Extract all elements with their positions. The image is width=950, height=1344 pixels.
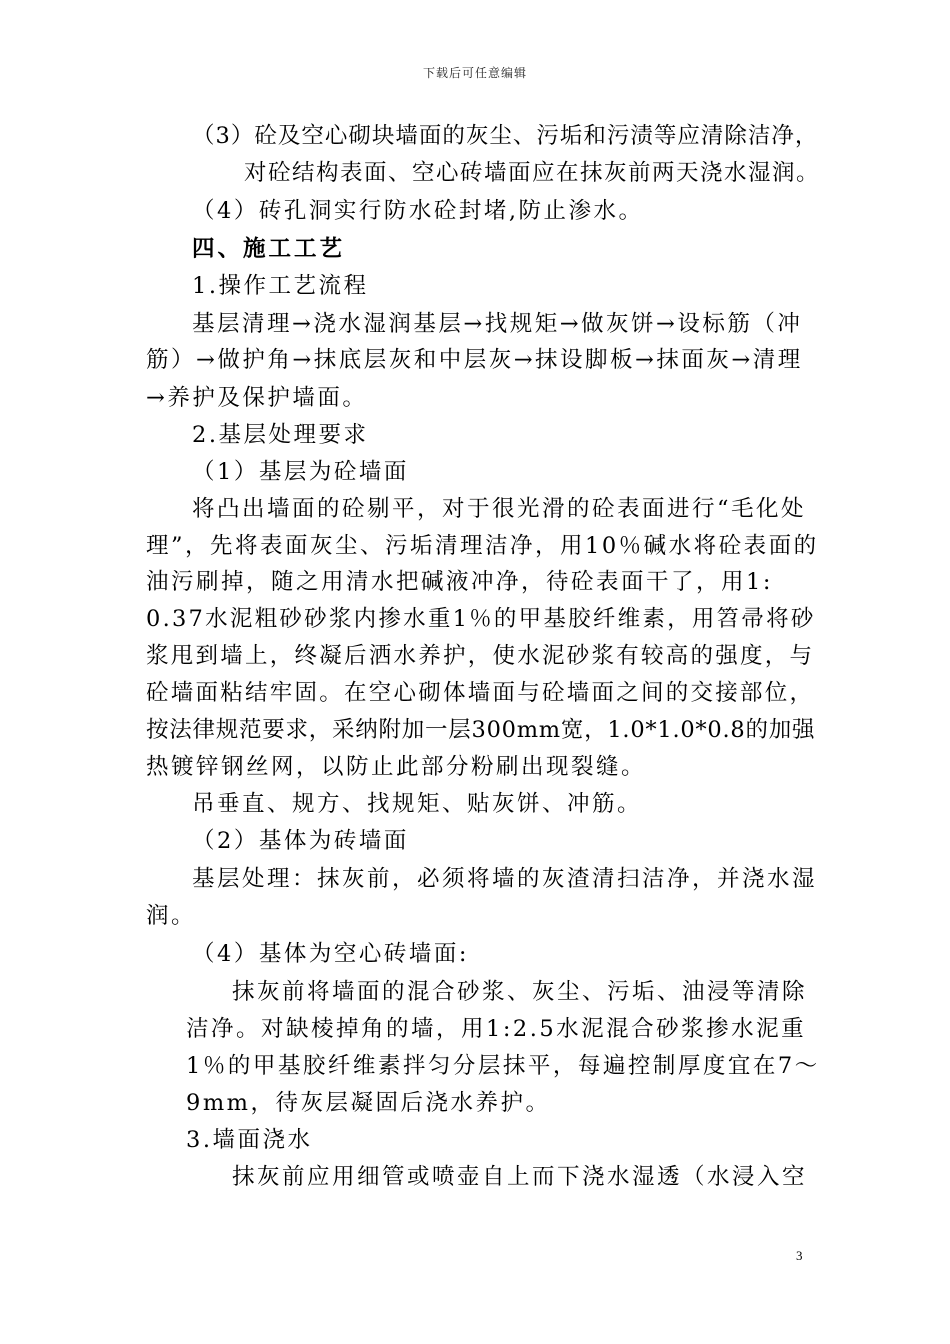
text-line: 1％的甲基胶纤维素拌匀分层抹平，每遍控制厚度宜在7～ [186, 1053, 820, 1079]
text-line: （4）基体为空心砖墙面: [192, 941, 469, 967]
text-line: 润。 [146, 903, 197, 929]
subheading: 2.基层处理要求 [192, 422, 369, 448]
section-heading: 四、施工工艺 [192, 236, 346, 262]
text-line: 洁净。对缺棱掉角的墙，用1:2.5水泥混合砂浆掺水泥重 [186, 1016, 807, 1042]
text-line: 筋）→做护角→抹底层灰和中层灰→抹设脚板→抹面灰→清理 [146, 347, 803, 373]
text-line: 热镀锌钢丝网，以防止此部分粉刷出现裂缝。 [146, 754, 647, 780]
text-line: 抹灰前将墙面的混合砂浆、灰尘、污垢、油浸等清除 [232, 979, 808, 1005]
text-line: 吊垂直、规方、找规矩、贴灰饼、冲筋。 [192, 791, 643, 817]
text-line: 基层处理：抹灰前，必须将墙的灰渣清扫洁净，并浇水湿 [192, 866, 818, 892]
page-header: 下载后可任意编辑 [422, 66, 527, 80]
text-line: 油污刷掉，随之用清水把碱液冲净，待砼表面干了，用1: [146, 569, 773, 595]
text-line: 0.37水泥粗砂砂浆内掺水重1％的甲基胶纤维素，用笤帚将砂 [146, 606, 816, 632]
text-line: 基层清理→浇水湿润基层→找规矩→做灰饼→设标筋（冲 [192, 311, 803, 337]
text-line: 将凸出墙面的砼剔平，对于很光滑的砼表面进行“毛化处 [192, 496, 807, 522]
text-line: →养护及保护墙面。 [146, 385, 368, 411]
text-line: 按法律规范要求，采纳附加一层300mm宽，1.0*1.0*0.8的加强 [146, 717, 816, 743]
text-line: （4）砖孔洞实行防水砼封堵,防止渗水。 [192, 198, 644, 224]
subheading: 1.操作工艺流程 [192, 273, 369, 299]
subheading: 3.墙面浇水 [186, 1127, 313, 1153]
text-line: （2）基体为砖墙面 [192, 828, 409, 854]
text-line: 对砼结构表面、空心砖墙面应在抹灰前两天浇水湿润。 [244, 160, 821, 186]
text-line: （1）基层为砼墙面 [192, 459, 409, 485]
page-number: 3 [796, 1248, 803, 1263]
text-line: 抹灰前应用细管或喷壶自上而下浇水湿透（水浸入空 [232, 1164, 808, 1190]
text-line: 浆甩到墙上，终凝后洒水养护，使水泥砂浆有较高的强度，与 [146, 643, 815, 669]
text-line: （3）砼及空心砌块墙面的灰尘、污垢和污渍等应清除洁净， [192, 123, 819, 149]
text-line: 9mm，待灰层凝固后浇水养护。 [186, 1090, 551, 1116]
text-line: 理”，先将表面灰尘、污垢清理洁净，用10％碱水将砼表面的 [146, 533, 819, 559]
text-line: 砼墙面粘结牢固。在空心砌体墙面与砼墙面之间的交接部位， [146, 680, 815, 706]
